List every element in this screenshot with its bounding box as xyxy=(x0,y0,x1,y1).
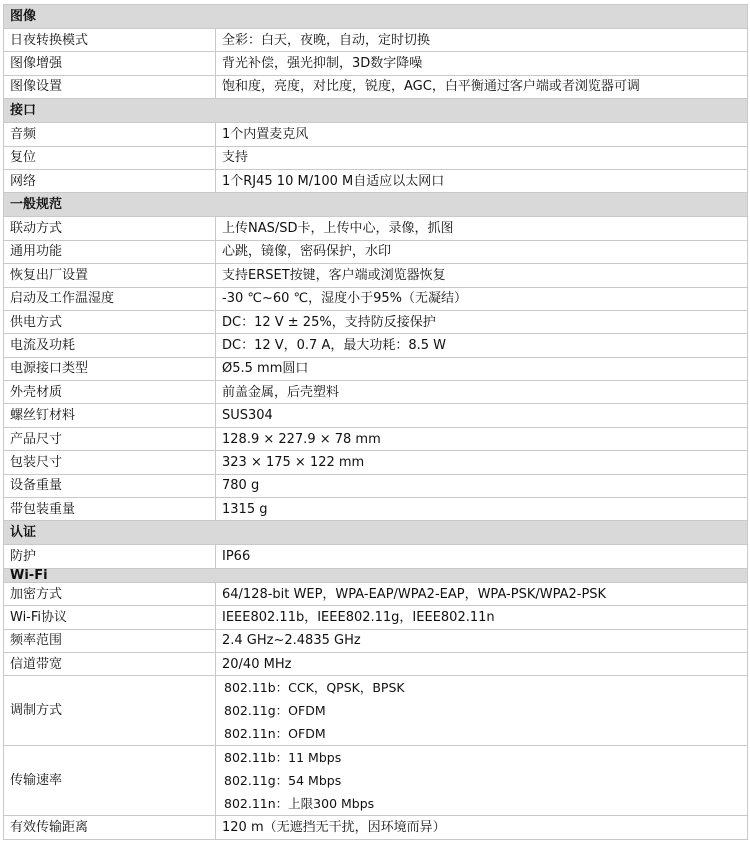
spec-value: 64/128-bit WEP，WPA-EAP/WPA2-EAP，WPA-PSK/WPA2-PSK xyxy=(216,582,748,605)
spec-label: 防护 xyxy=(4,545,216,568)
table-row xyxy=(4,334,748,357)
section-header xyxy=(4,193,748,217)
table-row xyxy=(4,816,748,839)
table-row xyxy=(4,545,748,568)
spec-value: 1个内置麦克风 xyxy=(216,123,748,146)
table-row xyxy=(4,52,748,75)
spec-label: 启动及工作温湿度 xyxy=(4,287,216,310)
table-row xyxy=(4,746,748,816)
spec-value: 120 m（无遮挡无干扰，因环境而异） xyxy=(216,816,748,839)
spec-label: 包装尺寸 xyxy=(4,451,216,474)
spec-label: 日夜转换模式 xyxy=(4,29,216,52)
spec-label: 调制方式 xyxy=(4,676,216,746)
table-row xyxy=(4,451,748,474)
spec-label: 联动方式 xyxy=(4,217,216,240)
spec-label: 传输速率 xyxy=(4,746,216,816)
section-header xyxy=(4,568,748,582)
spec-value-list xyxy=(216,676,748,746)
spec-label: 有效传输距离 xyxy=(4,816,216,839)
spec-label: 产品尺寸 xyxy=(4,427,216,450)
spec-label: Wi-Fi协议 xyxy=(4,606,216,629)
spec-label: 恢复出厂设置 xyxy=(4,264,216,287)
table-row xyxy=(4,606,748,629)
spec-label: 图像增强 xyxy=(4,52,216,75)
spec-label: 电流及功耗 xyxy=(4,334,216,357)
table-row xyxy=(4,310,748,333)
spec-value: 前盖金属，后壳塑料 xyxy=(216,381,748,404)
table-row xyxy=(4,652,748,675)
spec-label: 网络 xyxy=(4,169,216,192)
spec-value-list xyxy=(216,746,748,816)
spec-value-line: 802.11n：OFDM xyxy=(224,726,326,742)
spec-label: 音频 xyxy=(4,123,216,146)
spec-value-line: 802.11g：OFDM xyxy=(224,703,326,719)
spec-value: 支持ERSET按键，客户端或浏览器恢复 xyxy=(216,264,748,287)
spec-value: 128.9 × 227.9 × 78 mm xyxy=(216,427,748,450)
table-row xyxy=(4,676,748,746)
table-row xyxy=(4,169,748,192)
table-row xyxy=(4,498,748,521)
spec-label: 复位 xyxy=(4,146,216,169)
table-row xyxy=(4,287,748,310)
section-header xyxy=(4,5,748,29)
spec-table xyxy=(3,4,748,840)
spec-label: 加密方式 xyxy=(4,582,216,605)
spec-value: 背光补偿，强光抑制，3D数字降噪 xyxy=(216,52,748,75)
spec-value: -30 ℃~60 ℃，湿度小于95%（无凝结） xyxy=(216,287,748,310)
spec-value: 780 g xyxy=(216,474,748,497)
table-row xyxy=(4,404,748,427)
spec-value: IEEE802.11b，IEEE802.11g，IEEE802.11n xyxy=(216,606,748,629)
section-header xyxy=(4,521,748,545)
spec-label: 图像设置 xyxy=(4,75,216,98)
section-title: 接口 xyxy=(4,99,748,123)
spec-label: 通用功能 xyxy=(4,240,216,263)
spec-value: 支持 xyxy=(216,146,748,169)
section-header xyxy=(4,99,748,123)
spec-value: 20/40 MHz xyxy=(216,652,748,675)
spec-value-line: 802.11g：54 Mbps xyxy=(224,773,342,789)
spec-value: DC：12 V，0.7 A，最大功耗：8.5 W xyxy=(216,334,748,357)
table-row xyxy=(4,629,748,652)
table-row xyxy=(4,75,748,98)
table-row xyxy=(4,217,748,240)
spec-value-line: 802.11n：上限300 Mbps xyxy=(224,796,375,812)
section-title: 一般规范 xyxy=(4,193,748,217)
spec-label: 带包装重量 xyxy=(4,498,216,521)
spec-value: 323 × 175 × 122 mm xyxy=(216,451,748,474)
table-row xyxy=(4,381,748,404)
table-row xyxy=(4,264,748,287)
spec-value: DC：12 V ± 25%，支持防反接保护 xyxy=(216,310,748,333)
spec-value: 2.4 GHz~2.4835 GHz xyxy=(216,629,748,652)
table-row xyxy=(4,123,748,146)
table-row xyxy=(4,29,748,52)
table-row xyxy=(4,582,748,605)
spec-label: 信道带宽 xyxy=(4,652,216,675)
spec-label: 电源接口类型 xyxy=(4,357,216,380)
spec-value: 饱和度，亮度，对比度，锐度，AGC，白平衡通过客户端或者浏览器可调 xyxy=(216,75,748,98)
spec-value: 上传NAS/SD卡，上传中心，录像，抓图 xyxy=(216,217,748,240)
spec-table-body xyxy=(4,5,748,840)
spec-value: 1个RJ45 10 M/100 M自适应以太网口 xyxy=(216,169,748,192)
table-row xyxy=(4,427,748,450)
spec-label: 螺丝钉材料 xyxy=(4,404,216,427)
section-title: 认证 xyxy=(4,521,748,545)
spec-value-line: 802.11b：CCK，QPSK，BPSK xyxy=(224,680,405,696)
table-row xyxy=(4,474,748,497)
spec-label: 设备重量 xyxy=(4,474,216,497)
table-row xyxy=(4,240,748,263)
spec-label: 外壳材质 xyxy=(4,381,216,404)
table-row xyxy=(4,357,748,380)
table-row xyxy=(4,146,748,169)
spec-label: 供电方式 xyxy=(4,310,216,333)
spec-value: 全彩：白天，夜晚，自动，定时切换 xyxy=(216,29,748,52)
spec-value: Ø5.5 mm圆口 xyxy=(216,357,748,380)
spec-value: 心跳，镜像，密码保护，水印 xyxy=(216,240,748,263)
spec-label: 频率范围 xyxy=(4,629,216,652)
section-title: Wi-Fi xyxy=(4,568,748,582)
spec-value-line: 802.11b：11 Mbps xyxy=(224,750,342,766)
spec-value: 1315 g xyxy=(216,498,748,521)
spec-value: IP66 xyxy=(216,545,748,568)
spec-value: SUS304 xyxy=(216,404,748,427)
section-title: 图像 xyxy=(4,5,748,29)
